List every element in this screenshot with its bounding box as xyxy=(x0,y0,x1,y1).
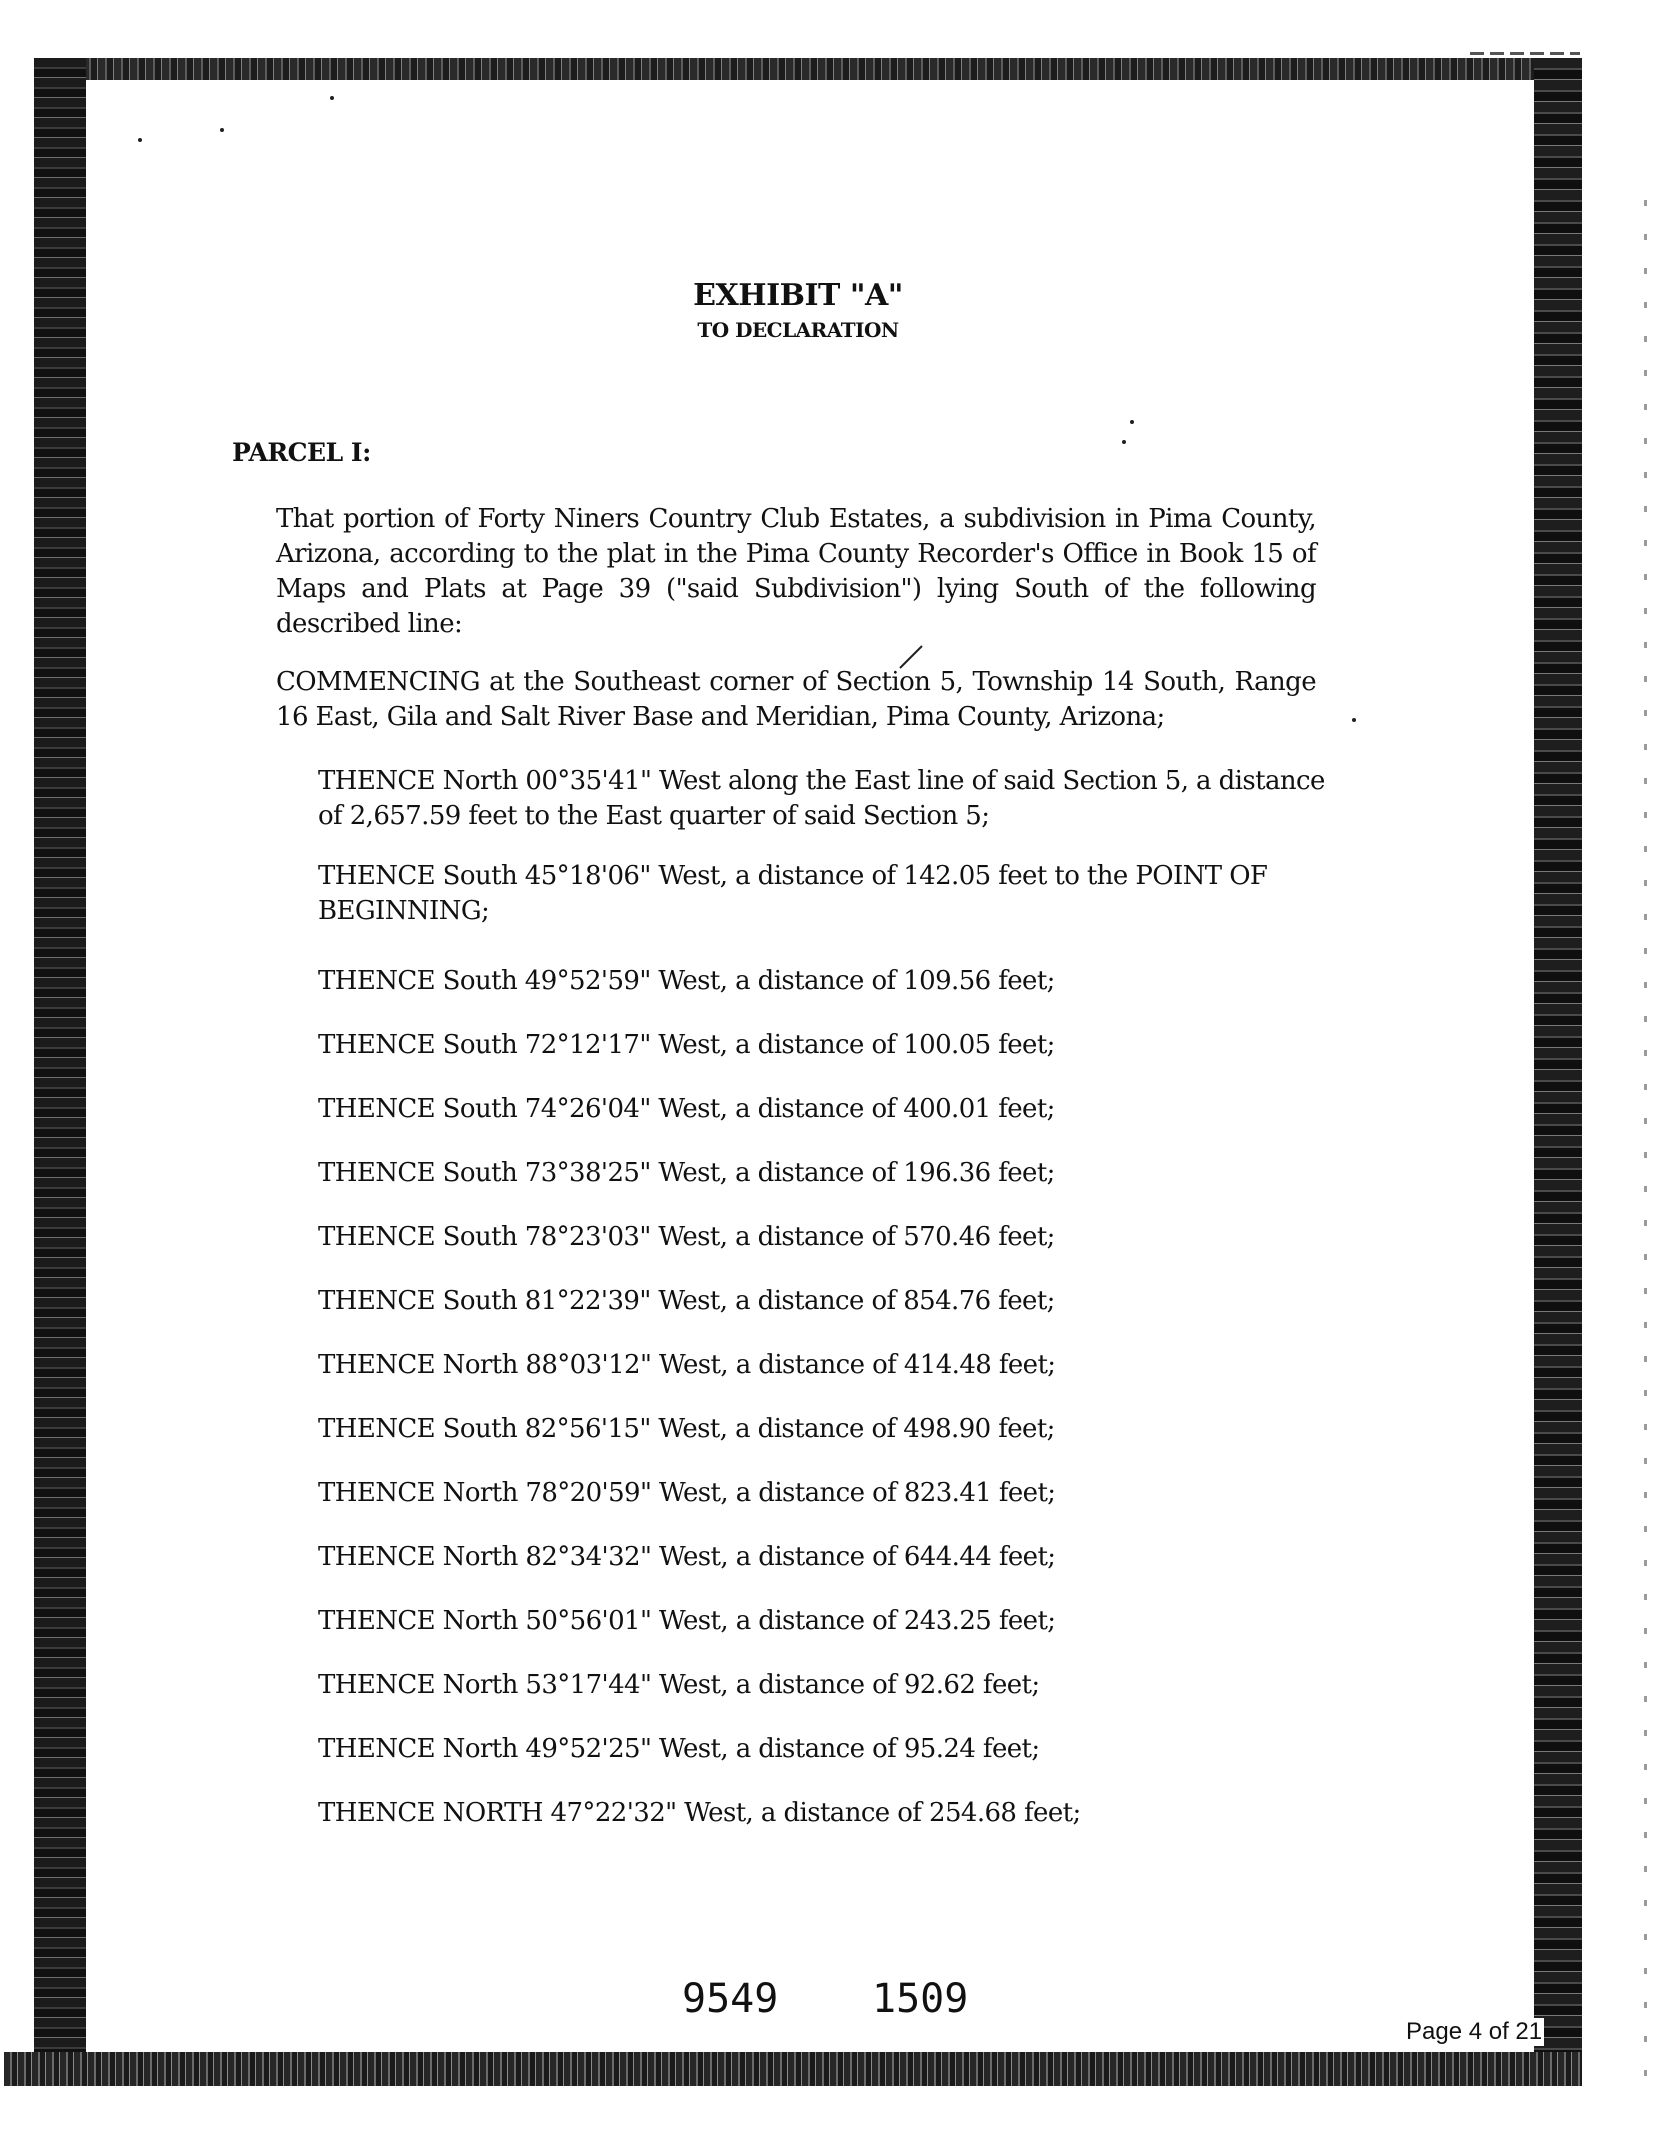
bearing-call: THENCE North 00°35'41" West along the East line of said Section 5, a distance of 2,657.59 feet to the East quarter of said Section 5; xyxy=(318,766,1325,831)
bearing-call: THENCE North 82°34'32" West, a distance of 644.44 feet; xyxy=(318,1542,1056,1572)
document-title: EXHIBIT "A" xyxy=(693,278,903,313)
bearing-call: THENCE North 50°56'01" West, a distance of 243.25 feet; xyxy=(318,1606,1056,1636)
scan-speck xyxy=(1352,718,1356,722)
scan-frame-right xyxy=(1534,58,1582,2086)
bearing-call: THENCE South 74°26'04" West, a distance of 400.01 feet; xyxy=(318,1094,1055,1124)
bearing-call: THENCE South 81°22'39" West, a distance of 854.76 feet; xyxy=(318,1286,1055,1316)
scan-speck xyxy=(220,128,224,132)
document-subtitle: TO DECLARATION xyxy=(697,318,899,342)
right-margin-marks xyxy=(1644,200,1647,2100)
bearing-call: THENCE South 72°12'17" West, a distance of 100.05 feet; xyxy=(318,1030,1055,1060)
bearing-call: THENCE South 73°38'25" West, a distance of 196.36 feet; xyxy=(318,1158,1055,1188)
recording-page-number: 1509 xyxy=(872,1976,969,2022)
bearing-call: THENCE North 53°17'44" West, a distance of 92.62 feet; xyxy=(318,1670,1040,1700)
commencing-paragraph: COMMENCING at the Southeast corner of Section 5, Township 14 South, Range 16 East, Gila and Salt River Base and Meridian, Pima County, Arizona; xyxy=(276,667,1316,732)
page-indicator: Page 4 of 21 xyxy=(1406,2018,1543,2045)
bearing-call: THENCE North 49°52'25" West, a distance of 95.24 feet; xyxy=(318,1734,1040,1764)
recording-book-number: 9549 xyxy=(682,1976,779,2022)
top-right-dashes xyxy=(1470,52,1580,55)
scan-speck xyxy=(330,96,334,100)
bearing-call: THENCE South 78°23'03" West, a distance of 570.46 feet; xyxy=(318,1222,1055,1252)
scan-speck xyxy=(1122,440,1126,444)
scan-frame-bottom xyxy=(4,2052,1582,2086)
scan-speck xyxy=(1130,420,1134,424)
parcel-description: That portion of Forty Niners Country Club Estates, a subdivision in Pima County, Arizona, according to the plat in the Pima County Recorder's Office in Book 15 of Maps and Plats at Page 39 ("said Subdivision") lying South of the following described line: xyxy=(276,504,1316,639)
bearing-call: THENCE North 78°20'59" West, a distance of 823.41 feet; xyxy=(318,1478,1056,1508)
bearing-call: THENCE South 45°18'06" West, a distance of 142.05 feet to the POINT OF BEGINNING; xyxy=(318,861,1268,926)
scan-frame-top xyxy=(34,58,1582,80)
bearing-call: THENCE South 82°56'15" West, a distance of 498.90 feet; xyxy=(318,1414,1055,1444)
parcel-heading: PARCEL I: xyxy=(232,438,371,467)
bearing-call: THENCE North 88°03'12" West, a distance of 414.48 feet; xyxy=(318,1350,1056,1380)
bearing-call: THENCE South 49°52'59" West, a distance of 109.56 feet; xyxy=(318,966,1055,996)
bearing-call: THENCE NORTH 47°22'32" West, a distance of 254.68 feet; xyxy=(318,1798,1081,1828)
scan-speck xyxy=(138,138,142,142)
scan-frame-left xyxy=(34,58,86,2086)
